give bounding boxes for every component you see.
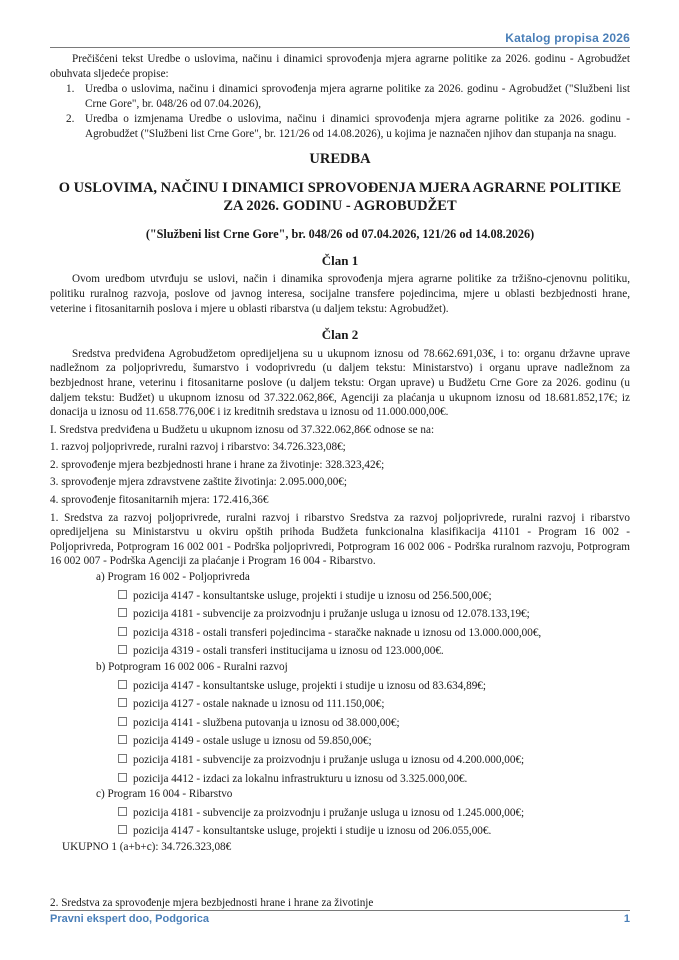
checkbox-bullet-icon	[118, 645, 127, 654]
position-item	[50, 589, 630, 604]
document-body	[50, 52, 630, 855]
footer-publisher: Pravni ekspert doo, Podgorica	[50, 913, 209, 925]
position-text: pozicija 4127 - ostale naknade u iznosu od 111.150,00€;	[133, 698, 385, 711]
intro-list-item	[58, 112, 630, 141]
checkbox-bullet-icon	[118, 698, 127, 707]
page-number: 1	[623, 913, 630, 925]
program-heading: a) Program 16 002 - Poljoprivreda	[96, 571, 250, 584]
checkbox-bullet-icon	[118, 608, 127, 617]
checkbox-bullet-icon	[118, 590, 127, 599]
header-title: Katalog propisa 2026	[505, 31, 630, 45]
article-1-text: Ovom uredbom utvrđuju se uslovi, način i dinamika sprovođenja mjera agrarne politike za tržišno-cjenovnu politiku, politiku ruralnog razvoja, poslove od javnog interesa, socijalne transfere pojedincima, mjere u oblasti bezbjednosti hrane, veterine i fitosanitarnih poslova i mjere u oblasti ribarstva (u daljem tekstu: Agrobudžet).	[50, 273, 630, 315]
checkbox-bullet-icon	[118, 825, 127, 834]
document-subtitle: O USLOVIMA, NAČINU I DINAMICI SPROVOĐENJA MJERA AGRARNE POLITIKE ZA 2026. GODINU - AGROBUDŽET	[58, 180, 622, 214]
position-item	[50, 772, 630, 787]
gazette-reference: ("Službeni list Crne Gore", br. 048/26 od 07.04.2026, 121/26 od 14.08.2026)	[145, 227, 535, 242]
intro-list-item	[58, 82, 630, 111]
position-text: pozicija 4149 - ostale usluge u iznosu od 59.850,00€;	[133, 735, 372, 748]
position-text: pozicija 4141 - službena putovanja u iznosu od 38.000,00€;	[133, 716, 400, 729]
intro-lead: Prečišćeni tekst Uredbe o uslovima, načinu i dinamici sprovođenja mjera agrarne politike za 2026. godinu - Agrobudžet obuhvata sljedeće propise:	[50, 53, 630, 80]
footer-divider	[50, 910, 630, 911]
position-item	[50, 697, 630, 712]
position-item	[50, 806, 630, 821]
document-title: UREDBA	[309, 150, 371, 167]
position-item	[50, 644, 630, 659]
page-header	[50, 31, 630, 48]
point-1-text: 1. Sredstva za razvoj poljoprivrede, ruralni razvoj i ribarstvo Sredstva za razvoj poljoprivrede, ruralni razvoj i ribarstvo opredijeljena su Ministarstvu u okviru opštih prihoda Budžeta funkcionalna klasifikacija 41101 - Program 16 002 - Poljoprivreda, Potprogram 16 002 001 - Podrška poljoprivredi, Potprogram 16 002 006 - Podrška ruralnom razvoju, Potprogram 16 002 007 - Podrška Agenciji za plaćanje i Program 16 004 - Ribarstvo.	[50, 511, 630, 568]
checkbox-bullet-icon	[118, 807, 127, 816]
position-item	[50, 753, 630, 768]
position-text: pozicija 4318 - ostali transferi pojedincima - staračke naknade u iznosu od 13.000.000,00€,	[133, 626, 542, 639]
budget-list-item: 2. sprovođenje mjera bezbjednosti hrane i hrane za životinje: 328.323,42€;	[50, 458, 385, 471]
position-text: pozicija 4319 - ostali transferi institucijama u iznosu od 123.000,00€.	[133, 645, 444, 658]
position-item	[50, 607, 630, 622]
list-number: 1.	[66, 83, 75, 96]
intro-list	[50, 82, 630, 141]
budget-list-item: 3. sprovođenje mjera zdravstvene zaštite životinja: 2.095.000,00€;	[50, 476, 348, 489]
section-1-heading: I. Sredstva predviđena u Budžetu u ukupnom iznosu od 37.322.062,86€ odnose se na:	[50, 423, 435, 436]
checkbox-bullet-icon	[118, 627, 127, 636]
checkbox-bullet-icon	[118, 680, 127, 689]
article-2-text: Sredstva predviđena Agrobudžetom opredijeljena su u ukupnom iznosu od 78.662.691,03€, i to: organu državne uprave nadležnom za poljoprivredu, šumarstvo i vodoprivredu (u daljem tekstu: Ministarstvo) i organu uprave nadležnom za bezbjednost hrane, veterinu i fitosanitarne poslove (u daljem tekstu: Organ uprave) u Budžetu Crne Gore za 2026. godinu (u daljem tekstu: Budžet) u ukupnom iznosu od 37.322.062,86€, Agenciji za plaćanja u ukupnom iznosu od 18.681.852,17€; iz donacija u iznosu od 11.658.776,00€ i iz kreditnih sredstava u iznosu od 11.000.000,00€.	[50, 347, 630, 419]
total-line: UKUPNO 1 (a+b+c): 34.726.323,08€	[62, 840, 232, 853]
budget-list	[50, 440, 630, 507]
position-text: pozicija 4412 - izdaci za lokalnu infrastrukturu u iznosu od 3.325.000,00€.	[133, 772, 468, 785]
list-text: Uredba o uslovima, načinu i dinamici sprovođenja mjera agrarne politike za 2026. godinu - Agrobudžet ("Službeni list Crne Gore", br. 048/26 od 07.04.2026),	[85, 83, 630, 110]
checkbox-bullet-icon	[118, 773, 127, 782]
budget-list-item: 4. sprovođenje fitosanitarnih mjera: 172.416,36€	[50, 494, 269, 507]
list-number: 2.	[66, 113, 75, 126]
position-item	[50, 824, 630, 839]
position-text: pozicija 4181 - subvencije za proizvodnju i pružanje usluga u iznosu od 4.200.000,00€;	[133, 753, 525, 766]
list-text: Uredba o izmjenama Uredbe o uslovima, načinu i dinamici sprovođenja mjera agrarne politike za 2026. godinu - Agrobudžet ("Službeni list Crne Gore", br. 121/26 od 14.08.2026), u kojima je naznačen njihov dan stupanja na snagu.	[85, 113, 630, 140]
checkbox-bullet-icon	[118, 754, 127, 763]
position-item	[50, 734, 630, 749]
point-2-text: 2. Sredstva za sprovođenje mjera bezbjednosti hrane i hrane za životinje	[50, 897, 374, 909]
position-text: pozicija 4147 - konsultantske usluge, projekti i studije u iznosu od 256.500,00€;	[133, 589, 492, 602]
program-heading: c) Program 16 004 - Ribarstvo	[96, 788, 233, 801]
position-item	[50, 679, 630, 694]
checkbox-bullet-icon	[118, 717, 127, 726]
position-text: pozicija 4147 - konsultantske usluge, projekti i studije u iznosu od 206.055,00€.	[133, 825, 492, 838]
position-text: pozicija 4181 - subvencije za proizvodnju i pružanje usluga u iznosu od 12.078.133,19€;	[133, 608, 530, 621]
position-item	[50, 716, 630, 731]
position-item	[50, 626, 630, 641]
article-2-heading: Član 2	[321, 327, 359, 343]
program-heading: b) Potprogram 16 002 006 - Ruralni razvoj	[96, 661, 288, 673]
checkbox-bullet-icon	[118, 735, 127, 744]
position-text: pozicija 4147 - konsultantske usluge, projekti i studije u iznosu od 83.634,89€;	[133, 679, 486, 692]
program-groups	[50, 570, 630, 839]
article-1-heading: Član 1	[321, 252, 359, 268]
budget-list-item: 1. razvoj poljoprivrede, ruralni razvoj i ribarstvo: 34.726.323,08€;	[50, 441, 346, 454]
position-text: pozicija 4181 - subvencije za proizvodnju i pružanje usluga u iznosu od 1.245.000,00€;	[133, 806, 525, 819]
